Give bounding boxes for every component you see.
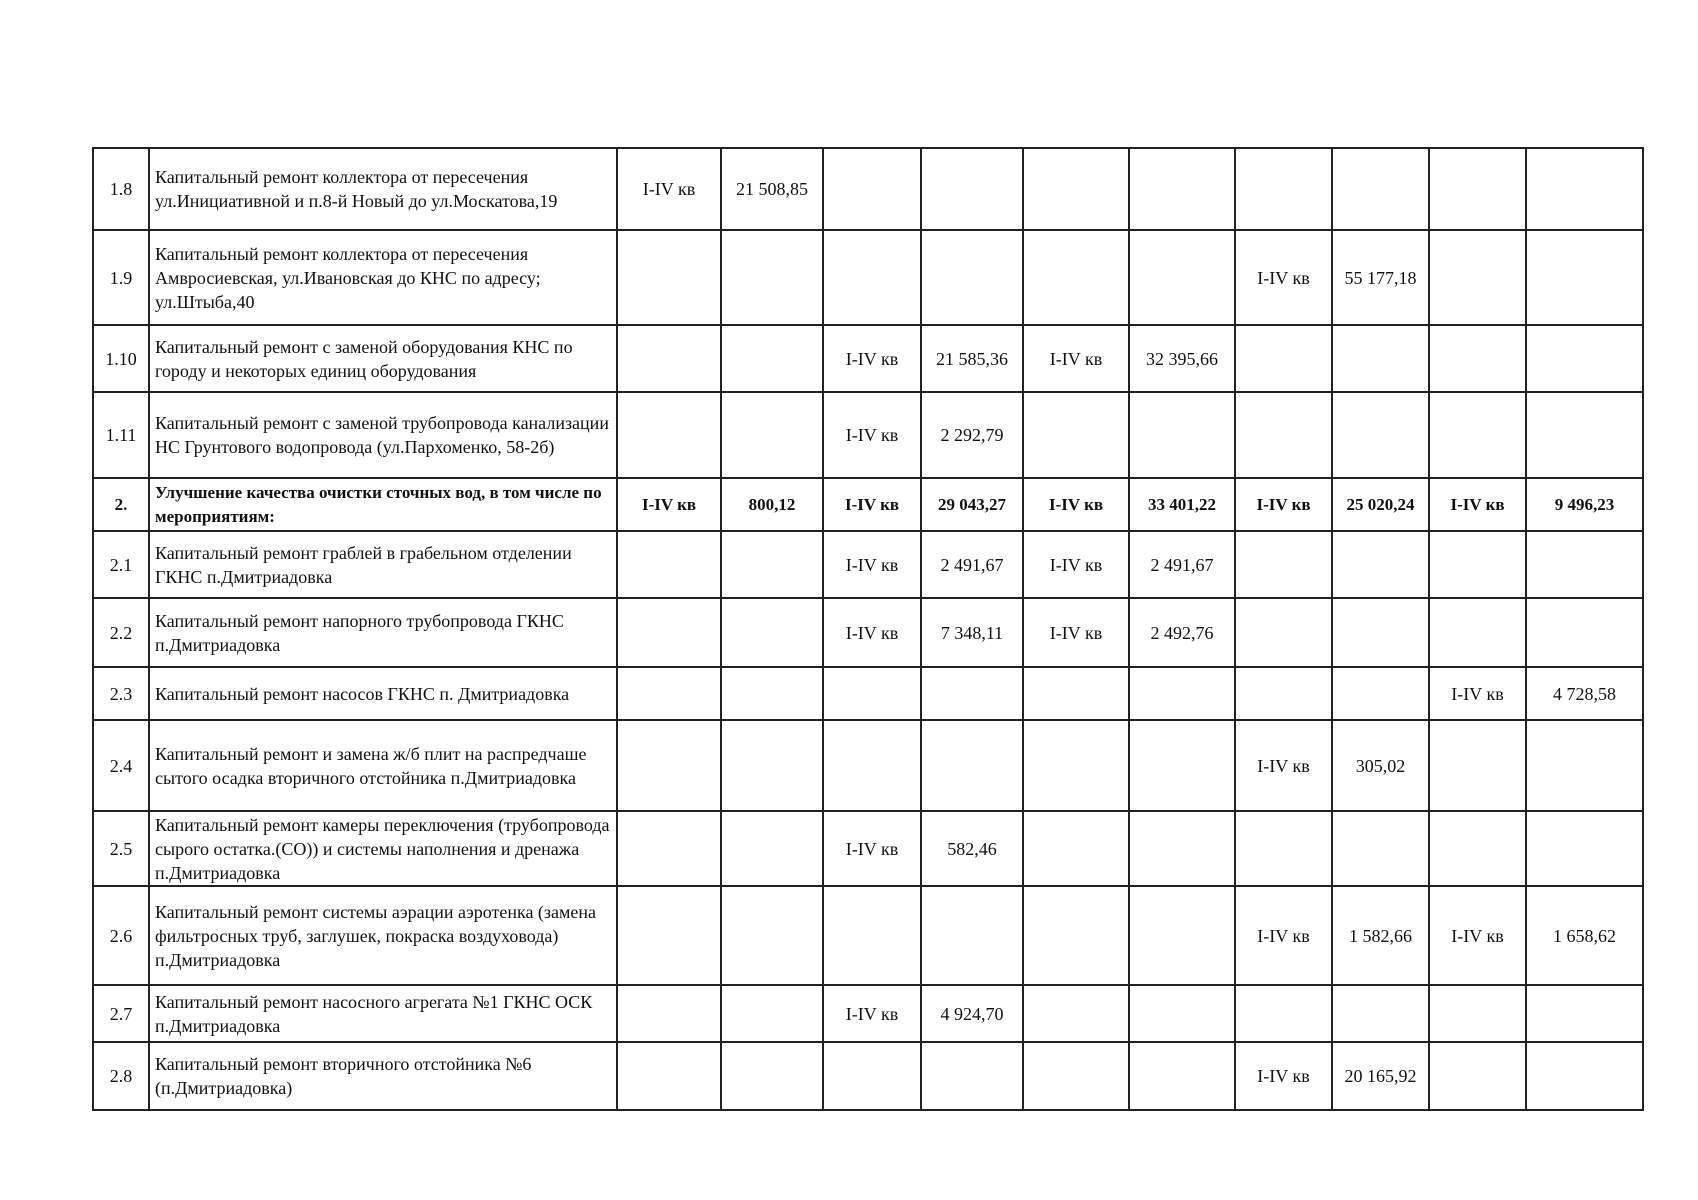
period-cell: I-IV кв — [1429, 886, 1526, 985]
period-cell: I-IV кв — [1235, 1042, 1332, 1110]
period-cell — [617, 667, 721, 720]
amount-cell: 9 496,23 — [1526, 478, 1643, 531]
amount-cell: 800,12 — [721, 478, 823, 531]
repair-plan-table — [92, 147, 1644, 1111]
period-cell — [617, 598, 721, 667]
period-cell — [1023, 230, 1129, 325]
amount-cell: 21 508,85 — [721, 148, 823, 230]
amount-cell — [1129, 985, 1235, 1042]
period-cell: I-IV кв — [823, 985, 921, 1042]
amount-cell — [1526, 230, 1643, 325]
period-cell — [1023, 148, 1129, 230]
period-cell: I-IV кв — [1235, 478, 1332, 531]
period-cell — [1429, 985, 1526, 1042]
amount-cell: 4 728,58 — [1526, 667, 1643, 720]
row-number: 2.3 — [93, 667, 149, 720]
table-row — [93, 1042, 1643, 1110]
amount-cell — [721, 886, 823, 985]
period-cell: I-IV кв — [1235, 886, 1332, 985]
table-row — [93, 392, 1643, 478]
row-description: Капитальный ремонт с заменой трубопровода канализации НС Грунтового водопровода (ул.Пархоменко, 58-2б) — [149, 392, 617, 478]
period-cell — [1023, 811, 1129, 886]
amount-cell: 33 401,22 — [1129, 478, 1235, 531]
amount-cell: 2 292,79 — [921, 392, 1023, 478]
amount-cell: 32 395,66 — [1129, 325, 1235, 392]
period-cell — [617, 720, 721, 811]
row-description: Капитальный ремонт насосного агрегата №1 ГКНС ОСК п.Дмитриадовка — [149, 985, 617, 1042]
amount-cell — [721, 811, 823, 886]
period-cell — [617, 811, 721, 886]
table-row — [93, 667, 1643, 720]
amount-cell: 1 658,62 — [1526, 886, 1643, 985]
amount-cell — [1129, 886, 1235, 985]
period-cell — [1235, 598, 1332, 667]
amount-cell — [1129, 1042, 1235, 1110]
period-cell — [1429, 598, 1526, 667]
amount-cell: 2 491,67 — [1129, 531, 1235, 598]
amount-cell — [921, 148, 1023, 230]
amount-cell: 2 491,67 — [921, 531, 1023, 598]
table-body — [93, 148, 1643, 1110]
row-number: 2.7 — [93, 985, 149, 1042]
row-number: 1.9 — [93, 230, 149, 325]
period-cell — [823, 1042, 921, 1110]
row-description: Капитальный ремонт и замена ж/б плит на распредчаше сытого осадка вторичного отстойника п.Дмитриадовка — [149, 720, 617, 811]
amount-cell: 7 348,11 — [921, 598, 1023, 667]
row-description: Капитальный ремонт напорного трубопровода ГКНС п.Дмитриадовка — [149, 598, 617, 667]
period-cell: I-IV кв — [617, 478, 721, 531]
amount-cell: 20 165,92 — [1332, 1042, 1429, 1110]
period-cell — [1023, 667, 1129, 720]
row-number: 2.8 — [93, 1042, 149, 1110]
amount-cell — [1129, 720, 1235, 811]
amount-cell: 1 582,66 — [1332, 886, 1429, 985]
amount-cell — [721, 1042, 823, 1110]
amount-cell: 305,02 — [1332, 720, 1429, 811]
amount-cell — [1332, 531, 1429, 598]
row-number: 2. — [93, 478, 149, 531]
period-cell — [1235, 811, 1332, 886]
period-cell — [823, 230, 921, 325]
row-description: Капитальный ремонт вторичного отстойника №6 (п.Дмитриадовка) — [149, 1042, 617, 1110]
amount-cell — [1129, 811, 1235, 886]
row-description: Капитальный ремонт насосов ГКНС п. Дмитриадовка — [149, 667, 617, 720]
period-cell: I-IV кв — [823, 531, 921, 598]
table-row — [93, 886, 1643, 985]
amount-cell — [1332, 811, 1429, 886]
table-row — [93, 148, 1643, 230]
amount-cell — [921, 1042, 1023, 1110]
document-page — [92, 147, 1642, 1111]
period-cell — [1429, 1042, 1526, 1110]
amount-cell — [721, 598, 823, 667]
period-cell — [1429, 811, 1526, 886]
table-row — [93, 325, 1643, 392]
amount-cell — [921, 667, 1023, 720]
period-cell: I-IV кв — [823, 811, 921, 886]
period-cell: I-IV кв — [823, 478, 921, 531]
period-cell — [1429, 720, 1526, 811]
amount-cell — [1129, 667, 1235, 720]
period-cell — [617, 230, 721, 325]
period-cell — [1429, 531, 1526, 598]
period-cell — [1023, 1042, 1129, 1110]
amount-cell — [1526, 325, 1643, 392]
table-row — [93, 478, 1643, 531]
period-cell — [1235, 667, 1332, 720]
amount-cell — [1332, 148, 1429, 230]
amount-cell — [1526, 531, 1643, 598]
period-cell — [823, 720, 921, 811]
amount-cell — [1526, 148, 1643, 230]
row-number: 2.2 — [93, 598, 149, 667]
amount-cell — [921, 720, 1023, 811]
table-row — [93, 598, 1643, 667]
amount-cell: 25 020,24 — [1332, 478, 1429, 531]
amount-cell: 21 585,36 — [921, 325, 1023, 392]
period-cell: I-IV кв — [1429, 667, 1526, 720]
row-description: Капитальный ремонт системы аэрации аэротенка (замена фильтросных труб, заглушек, покраска воздуховода) п.Дмитриадовка — [149, 886, 617, 985]
amount-cell — [1129, 392, 1235, 478]
amount-cell: 582,46 — [921, 811, 1023, 886]
period-cell: I-IV кв — [1235, 230, 1332, 325]
period-cell — [617, 531, 721, 598]
period-cell — [1429, 148, 1526, 230]
amount-cell — [921, 230, 1023, 325]
row-description: Капитальный ремонт с заменой оборудования КНС по городу и некоторых единиц оборудования — [149, 325, 617, 392]
period-cell — [617, 325, 721, 392]
amount-cell — [1526, 1042, 1643, 1110]
table-row — [93, 811, 1643, 886]
table-row — [93, 531, 1643, 598]
amount-cell — [1332, 667, 1429, 720]
amount-cell — [721, 325, 823, 392]
period-cell — [1235, 392, 1332, 478]
period-cell — [823, 148, 921, 230]
period-cell: I-IV кв — [1023, 598, 1129, 667]
period-cell — [1429, 325, 1526, 392]
row-description: Капитальный ремонт коллектора от пересечения Амвросиевская, ул.Ивановская до КНС по адресу; ул.Штыба,40 — [149, 230, 617, 325]
amount-cell — [1129, 230, 1235, 325]
table-row — [93, 720, 1643, 811]
period-cell — [1429, 230, 1526, 325]
period-cell — [1235, 325, 1332, 392]
amount-cell — [721, 720, 823, 811]
row-number: 1.8 — [93, 148, 149, 230]
period-cell — [1023, 392, 1129, 478]
period-cell: I-IV кв — [823, 392, 921, 478]
row-description: Капитальный ремонт камеры переключения (трубопровода сырого остатка.(СО)) и системы наполнения и дренажа п.Дмитриадовка — [149, 811, 617, 886]
period-cell: I-IV кв — [823, 598, 921, 667]
amount-cell — [721, 392, 823, 478]
amount-cell: 4 924,70 — [921, 985, 1023, 1042]
row-number: 1.11 — [93, 392, 149, 478]
amount-cell — [721, 531, 823, 598]
amount-cell — [1526, 720, 1643, 811]
row-description: Улучшение качества очистки сточных вод, в том числе по мероприятиям: — [149, 478, 617, 531]
period-cell — [1023, 985, 1129, 1042]
period-cell — [617, 392, 721, 478]
amount-cell — [921, 886, 1023, 985]
period-cell: I-IV кв — [1023, 325, 1129, 392]
row-number: 2.6 — [93, 886, 149, 985]
period-cell — [823, 667, 921, 720]
amount-cell — [1332, 985, 1429, 1042]
period-cell — [1235, 531, 1332, 598]
period-cell — [1023, 720, 1129, 811]
amount-cell — [1332, 392, 1429, 478]
period-cell — [617, 985, 721, 1042]
period-cell — [1235, 148, 1332, 230]
period-cell — [1235, 985, 1332, 1042]
period-cell: I-IV кв — [617, 148, 721, 230]
amount-cell: 55 177,18 — [1332, 230, 1429, 325]
amount-cell — [1332, 598, 1429, 667]
amount-cell: 29 043,27 — [921, 478, 1023, 531]
amount-cell — [1332, 325, 1429, 392]
amount-cell — [1526, 811, 1643, 886]
period-cell — [1429, 392, 1526, 478]
period-cell: I-IV кв — [1023, 531, 1129, 598]
row-number: 2.4 — [93, 720, 149, 811]
amount-cell — [721, 985, 823, 1042]
amount-cell — [1526, 598, 1643, 667]
amount-cell — [1526, 392, 1643, 478]
table-row — [93, 230, 1643, 325]
period-cell — [823, 886, 921, 985]
row-number: 2.1 — [93, 531, 149, 598]
period-cell: I-IV кв — [1023, 478, 1129, 531]
period-cell: I-IV кв — [823, 325, 921, 392]
row-number: 1.10 — [93, 325, 149, 392]
amount-cell — [721, 230, 823, 325]
period-cell — [617, 1042, 721, 1110]
row-number: 2.5 — [93, 811, 149, 886]
table-row — [93, 985, 1643, 1042]
row-description: Капитальный ремонт коллектора от пересечения ул.Инициативной и п.8-й Новый до ул.Москатова,19 — [149, 148, 617, 230]
amount-cell — [1129, 148, 1235, 230]
period-cell: I-IV кв — [1429, 478, 1526, 531]
amount-cell — [721, 667, 823, 720]
amount-cell — [1526, 985, 1643, 1042]
amount-cell: 2 492,76 — [1129, 598, 1235, 667]
period-cell: I-IV кв — [1235, 720, 1332, 811]
period-cell — [1023, 886, 1129, 985]
row-description: Капитальный ремонт граблей в грабельном отделении ГКНС п.Дмитриадовка — [149, 531, 617, 598]
period-cell — [617, 886, 721, 985]
